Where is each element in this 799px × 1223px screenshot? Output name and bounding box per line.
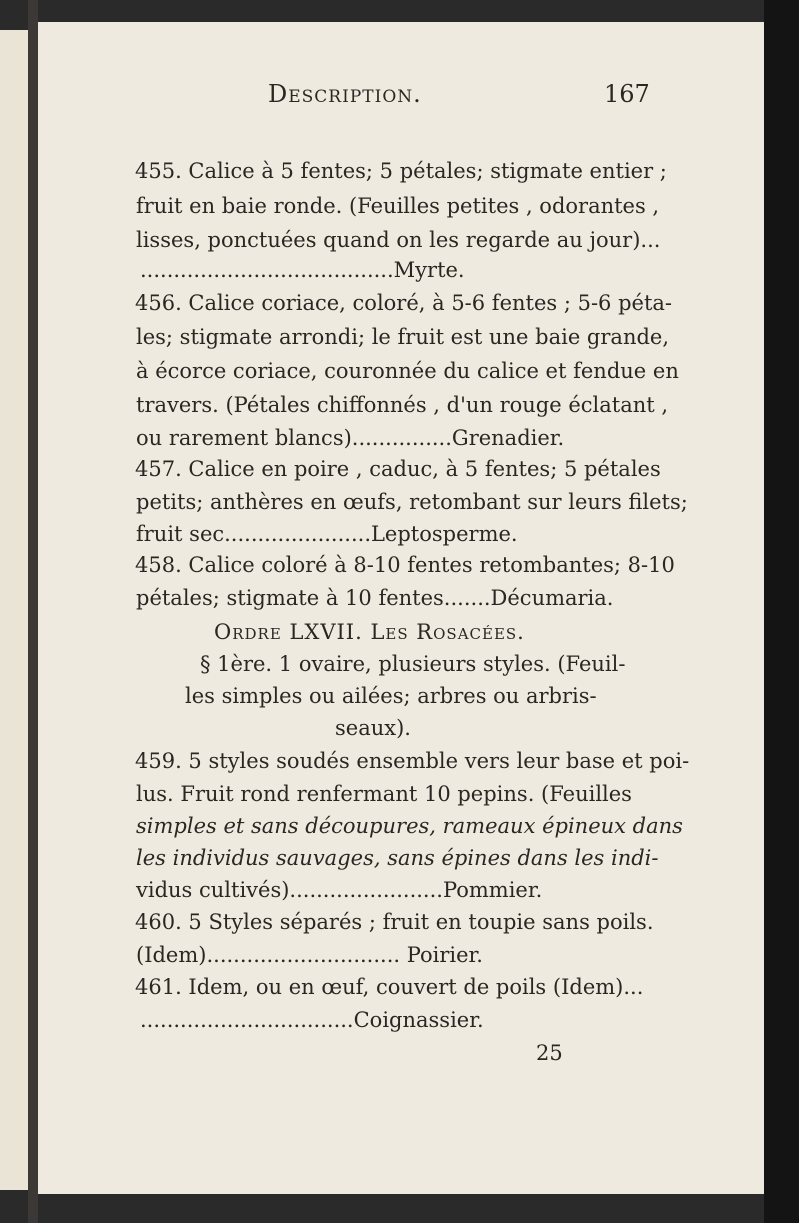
text-line: 458. Calice coloré à 8-10 fentes retombantes; 8-10	[135, 553, 675, 577]
section-heading: Ordre LXVII. Les Rosacées.	[214, 620, 525, 644]
text-line: 457. Calice en poire , caduc, à 5 fentes; 5 pétales	[135, 457, 661, 481]
text-line: ......................................Myrte.	[140, 258, 465, 282]
text-line: 460. 5 Styles séparés ; fruit en toupie sans poils.	[135, 910, 654, 934]
text-line: (Idem)............................. Poirier.	[136, 943, 483, 967]
text-line: 459. 5 styles soudés ensemble vers leur base et poi-	[135, 749, 690, 773]
text-line: 456. Calice coriace, coloré, à 5-6 fentes ; 5-6 péta-	[135, 291, 673, 315]
text-line: vidus cultivés).......................Pommier.	[136, 878, 543, 902]
text-line: fruit sec......................Leptosperme.	[136, 522, 518, 546]
text-line: § 1ère. 1 ovaire, plusieurs styles. (Feuil-	[200, 652, 626, 676]
text-line: 455. Calice à 5 fentes; 5 pétales; stigmate entier ;	[135, 159, 667, 183]
text-line: les; stigmate arrondi; le fruit est une baie grande,	[136, 325, 670, 349]
signature-mark: 25	[536, 1041, 563, 1065]
page-edge-shadow	[764, 0, 799, 1223]
text-line: les individus sauvages, sans épines dans les indi-	[136, 846, 659, 870]
text-line: fruit en baie ronde. (Feuilles petites , odorantes ,	[136, 194, 660, 218]
left-page-edge	[0, 30, 28, 1190]
text-line: ................................Coignassier.	[140, 1008, 484, 1032]
text-line: travers. (Pétales chiffonnés , d'un rouge éclatant ,	[136, 393, 669, 417]
text-line: ou rarement blancs)...............Grenadier.	[136, 426, 565, 450]
text-line: 461. Idem, ou en œuf, couvert de poils (Idem)...	[135, 975, 644, 999]
text-line: petits; anthères en œufs, retombant sur leurs filets;	[136, 490, 688, 514]
running-header: Description.	[268, 80, 422, 108]
text-line: simples et sans découpures, rameaux épineux dans	[136, 814, 683, 838]
text-line: lus. Fruit rond renfermant 10 pepins. (Feuilles	[136, 782, 632, 806]
page-number: 167	[604, 80, 650, 108]
text-line: seaux).	[335, 716, 411, 740]
text-line: les simples ou ailées; arbres ou arbris-	[185, 684, 597, 708]
text-line: pétales; stigmate à 10 fentes.......Décumaria.	[136, 586, 614, 610]
text-line: lisses, ponctuées quand on les regarde au jour)...	[136, 228, 661, 252]
text-line: à écorce coriace, couronnée du calice et fendue en	[136, 359, 679, 383]
book-gutter	[28, 0, 38, 1223]
